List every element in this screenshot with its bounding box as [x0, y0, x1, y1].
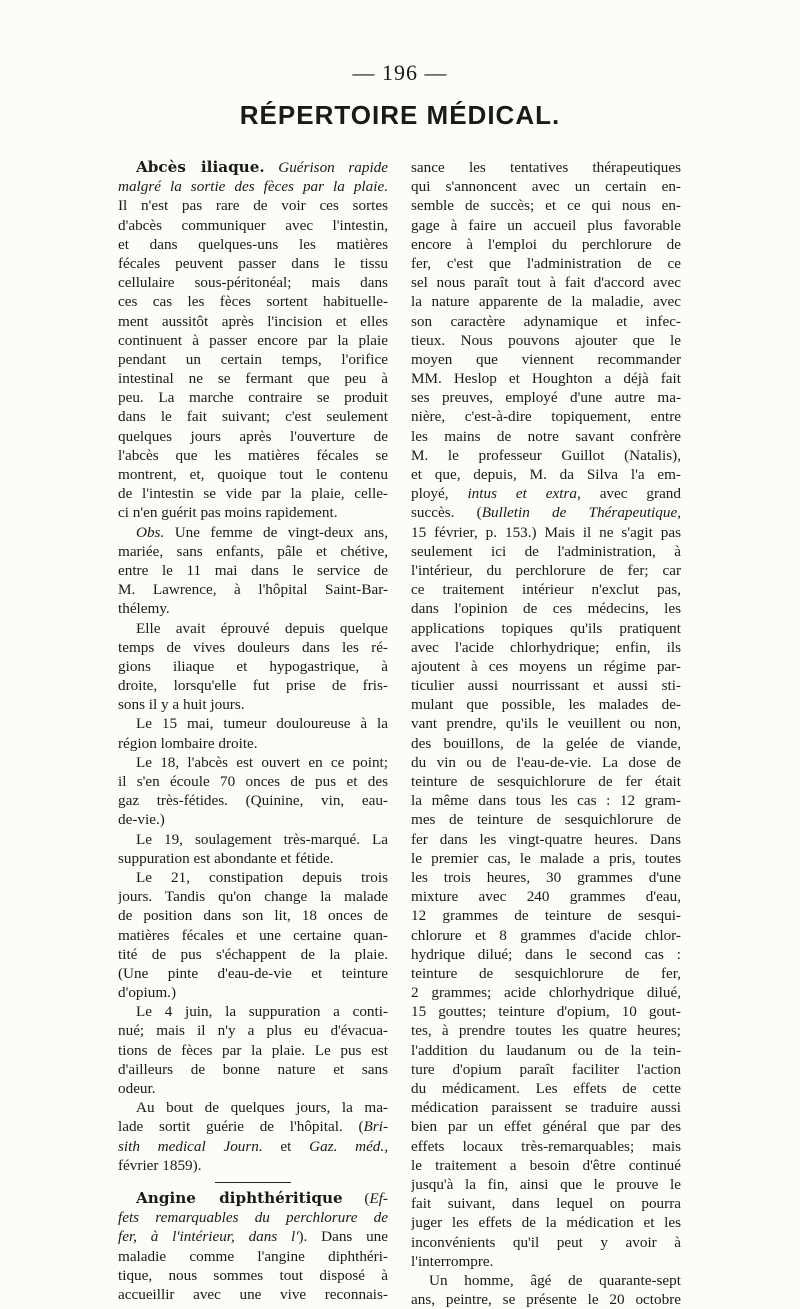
- body-text: vant prendre, qu'ils le veuillent ou non,: [411, 715, 681, 733]
- body-text: fer dans les vingt-quatre heures. Dans: [411, 830, 681, 848]
- article-heading: Angine diphthéritique: [136, 1188, 343, 1207]
- body-text: la même dans tous les cas : 12 gram-: [411, 792, 681, 810]
- text-line: [118, 849, 388, 868]
- body-text: maladie comme l'angine diphthéri-: [118, 1247, 388, 1265]
- body-text: jusqu'à la fin, ainsi que le prouve le: [411, 1175, 681, 1193]
- body-text: ployé,: [411, 485, 468, 503]
- body-text: sel nous paraît tout à fait d'accord avec: [411, 274, 681, 292]
- text-line: [411, 1079, 681, 1098]
- text-line: [118, 1021, 388, 1040]
- text-line: [118, 657, 388, 676]
- body-text: Le 19, soulagement très-marqué. La: [136, 830, 388, 848]
- text-line: [118, 791, 388, 810]
- body-text: (Une pinte d'eau-de-vie et teinture: [118, 964, 388, 982]
- text-line: [118, 772, 388, 791]
- body-text: mixture avec 240 grammes d'eau,: [411, 888, 681, 906]
- body-text: fer, c'est que l'administration de ce: [411, 254, 681, 272]
- body-text: Le 4 juin, la suppuration a conti-: [136, 1003, 388, 1021]
- italic-text: intus et extra,: [467, 485, 581, 503]
- text-line: [411, 926, 681, 945]
- body-text: l'addition du laudanum ou de la tein-: [411, 1041, 681, 1059]
- text-line: [118, 177, 388, 196]
- body-text: 15 février, p. 153.) Mais il ne s'agit pas: [411, 523, 681, 541]
- text-line: [411, 446, 681, 465]
- body-text: hydrique dilué; dans le second cas :: [411, 945, 681, 963]
- text-line: [411, 580, 681, 599]
- body-text: des bouillons, de la gelée de viande,: [411, 734, 681, 752]
- body-text: montrent, et, quoique tout le contenu: [118, 466, 388, 483]
- body-text: fait suivant, dans lequel on pourra: [411, 1195, 681, 1213]
- body-text: et dans quelques-uns les matières: [118, 235, 388, 253]
- text-line: [411, 1156, 681, 1175]
- text-line: [118, 906, 388, 925]
- body-text: Le 15 mai, tumeur douloureuse à la: [136, 715, 388, 733]
- body-text: Il n'est pas rare de voir ces sortes: [118, 197, 388, 215]
- text-line: [118, 964, 388, 983]
- body-text: fécales peuvent passer dans le tissu: [118, 254, 388, 272]
- text-line: [118, 196, 388, 215]
- italic-text: Obs.: [136, 523, 165, 541]
- text-line: [118, 676, 388, 695]
- body-text: ses preuves, employé d'une autre ma-: [411, 389, 681, 407]
- body-text: gage à faire un accueil plus favorable: [411, 216, 681, 234]
- body-text: son caractère adynamique et infec-: [411, 312, 681, 330]
- italic-text: fets remarquables du perchlorure de: [118, 1209, 388, 1227]
- text-line: [411, 158, 681, 177]
- body-text: avec l'acide chlorhydrique; enfin, ils: [411, 638, 681, 656]
- text-line: [118, 810, 388, 829]
- text-line: [411, 1041, 681, 1060]
- body-text: semble de succès; et ce qui nous en-: [411, 197, 681, 215]
- body-text: quelques jours après l'ouverture de: [118, 427, 388, 445]
- body-text: [265, 159, 279, 176]
- text-line: [118, 1079, 388, 1098]
- body-text: les trois heures, 30 grammes d'une: [411, 868, 681, 886]
- body-text: qui s'annoncent avec un certain en-: [411, 178, 681, 196]
- text-line: [118, 1189, 388, 1208]
- text-line: [411, 638, 681, 657]
- text-line: [118, 254, 388, 273]
- italic-text: Bulletin de Thérapeutique,: [481, 504, 681, 522]
- page-number: — 196 —: [352, 60, 448, 85]
- text-line: [411, 196, 681, 215]
- body-text: intestinal ne se fermant que peu à: [118, 370, 388, 388]
- body-text: ajoutent à ces moyens un régime par-: [411, 657, 681, 675]
- text-line: [411, 1233, 681, 1252]
- text-line: [118, 561, 388, 580]
- text-line: [118, 945, 388, 964]
- body-text: tité de pus s'échappent de la plaie.: [118, 945, 388, 963]
- text-line: [411, 427, 681, 446]
- body-text: tions de fèces par la plaie. Le pus est: [118, 1041, 388, 1059]
- text-line: [118, 1137, 388, 1156]
- text-line: [118, 1247, 388, 1266]
- text-line: [118, 542, 388, 561]
- text-line: [411, 753, 681, 772]
- body-text: ture d'opium paraît faciliter l'action: [411, 1060, 681, 1078]
- text-line: [411, 695, 681, 714]
- text-line: [411, 350, 681, 369]
- text-line: [411, 331, 681, 350]
- body-text: suppuration est abondante et fétide.: [118, 849, 334, 867]
- body-text: applications topiques qu'ils pratiquent: [411, 619, 681, 637]
- text-line: [411, 542, 681, 561]
- text-line: [411, 599, 681, 618]
- text-line: [411, 369, 681, 388]
- body-text: le premier cas, le malade a pris, toutes: [411, 849, 681, 867]
- text-line: [411, 1098, 681, 1117]
- text-line: [411, 216, 681, 235]
- text-line: [118, 1117, 388, 1136]
- body-text: l'abcès que les matières fécales se: [118, 446, 388, 464]
- body-text: effets locaux très-remarquables; mais: [411, 1137, 681, 1155]
- body-text: lade sortit guérie de l'hôpital. (: [118, 1118, 364, 1136]
- text-line: [411, 676, 681, 695]
- text-line: [411, 312, 681, 331]
- body-text: ci n'en guérit pas moins rapidement.: [118, 504, 338, 522]
- text-line: [118, 1060, 388, 1079]
- text-line: [118, 484, 388, 503]
- text-line: [411, 1252, 681, 1271]
- text-line: [411, 734, 681, 753]
- body-text: ). Dans une: [298, 1228, 388, 1246]
- body-text: et que, depuis, M. da Silva l'a em-: [411, 466, 681, 483]
- text-line: [411, 561, 681, 580]
- text-line: [118, 695, 388, 714]
- text-line: [411, 868, 681, 887]
- body-text: d'ailleurs de bonne nature et sans: [118, 1060, 388, 1078]
- body-text: il s'en écoule 70 onces de pus et des: [118, 773, 388, 790]
- text-line: [411, 945, 681, 964]
- text-line: [118, 1002, 388, 1021]
- text-line: [118, 580, 388, 599]
- body-text: bien par un effet général que par des: [411, 1118, 681, 1136]
- body-text: ticulier aussi nourrissant et aussi sti-: [411, 677, 681, 695]
- body-text: dans le fait suivant; c'est seulement: [118, 408, 388, 426]
- body-text: tes, à prendre toutes les quatre heures;: [411, 1022, 681, 1040]
- text-line: [118, 350, 388, 369]
- text-line: [118, 292, 388, 311]
- body-text: inconvénients qu'il peut y avoir à: [411, 1233, 681, 1251]
- body-text: avec grand: [580, 485, 681, 503]
- body-text: accueillir avec une vive reconnais-: [118, 1285, 388, 1303]
- body-text: sance les tentatives thérapeutiques: [411, 159, 681, 176]
- body-text: ces cas les fèces sortent habituelle-: [118, 293, 388, 311]
- body-text: d'opium.): [118, 984, 176, 1002]
- body-text: l'interrompre.: [411, 1252, 494, 1270]
- body-text: sons il y a huit jours.: [118, 696, 245, 714]
- body-text: odeur.: [118, 1080, 156, 1097]
- text-line: [411, 273, 681, 292]
- text-line: [411, 714, 681, 733]
- body-text: continuent à passer encore par la plaie: [118, 331, 388, 349]
- body-text: temps de vives douleurs dans les ré-: [118, 638, 388, 656]
- text-line: [411, 1271, 681, 1290]
- body-text: pendant un certain temps, l'orifice: [118, 350, 388, 368]
- text-line: [118, 599, 388, 618]
- text-line: [118, 331, 388, 350]
- text-line: [118, 427, 388, 446]
- article-heading: Abcès iliaque.: [136, 158, 265, 176]
- text-line: [411, 1175, 681, 1194]
- body-text: moyen que viennent recommander: [411, 350, 681, 368]
- section-divider: [215, 1182, 291, 1183]
- body-text: mariée, sans enfants, pâle et chétive,: [118, 542, 388, 560]
- body-text: jours. Tandis qu'on change la malade: [118, 888, 388, 906]
- right-column: [411, 158, 681, 1309]
- body-text: le traitement a besoin d'être continué: [411, 1156, 681, 1174]
- text-line: [118, 446, 388, 465]
- text-line: [411, 1117, 681, 1136]
- body-text: de position dans son lit, 18 onces de: [118, 907, 388, 925]
- text-line: [411, 1290, 681, 1309]
- text-line: [118, 369, 388, 388]
- text-line: [411, 292, 681, 311]
- body-text: 15 gouttes; teinture d'opium, 10 gout-: [411, 1003, 681, 1021]
- text-line: [411, 254, 681, 273]
- text-line: [118, 1156, 388, 1175]
- text-line: [411, 1060, 681, 1079]
- body-text: droite, lorsqu'elle fut prise de fris-: [118, 677, 388, 695]
- body-text: dans l'opinion de ces médecins, les: [411, 600, 681, 618]
- body-text: du médicament. Les effets de cette: [411, 1080, 681, 1097]
- text-line: [118, 523, 388, 542]
- body-text: nière, c'est-à-dire topiquement, entre: [411, 408, 681, 426]
- text-line: [411, 503, 681, 522]
- body-text: du vin ou de l'eau-de-vie. La dose de: [411, 753, 681, 771]
- italic-text: malgré la sortie des fèces par la plaie.: [118, 178, 388, 196]
- body-text: cellulaire sous-péritonéal; mais dans: [118, 274, 388, 292]
- text-line: [118, 503, 388, 522]
- text-line: [411, 887, 681, 906]
- text-line: [118, 465, 388, 484]
- body-text: la nature apparente de la maladie, avec: [411, 293, 681, 311]
- text-line: [411, 177, 681, 196]
- text-line: [118, 407, 388, 426]
- body-text: juger les effets de la médication et les: [411, 1214, 681, 1232]
- body-text: succès. (: [411, 504, 482, 522]
- italic-text: Bri-: [363, 1118, 388, 1136]
- text-line: [411, 1002, 681, 1021]
- text-line: [411, 388, 681, 407]
- body-text: 2 grammes; acide chlorhydrique dilué,: [411, 984, 681, 1002]
- text-line: [118, 158, 388, 177]
- text-line: [411, 964, 681, 983]
- body-text: ans, peintre, se présente le 20 octobre: [411, 1291, 681, 1309]
- text-line: [118, 734, 388, 753]
- body-text: ce traitement intérieur n'exclut pas,: [411, 581, 681, 599]
- text-line: [118, 1041, 388, 1060]
- body-text: chlorure et 8 grammes d'acide chlor-: [411, 926, 681, 944]
- italic-text: sith medical Journ.: [118, 1137, 263, 1155]
- body-text: février 1859).: [118, 1156, 202, 1174]
- body-text: et: [262, 1137, 310, 1155]
- body-text: M. le professeur Guillot (Natalis),: [411, 446, 681, 464]
- body-text: matières fécales et une certaine quan-: [118, 926, 388, 944]
- text-line: [118, 312, 388, 331]
- text-line: [118, 1266, 388, 1285]
- text-line: [411, 830, 681, 849]
- text-line: [118, 273, 388, 292]
- body-text: Elle avait éprouvé depuis quelque: [136, 619, 388, 637]
- text-line: [118, 830, 388, 849]
- text-line: [118, 887, 388, 906]
- italic-text: Gaz. méd.,: [309, 1137, 388, 1155]
- body-text: ment aussitôt après l'incision et elles: [118, 312, 388, 330]
- body-text: peu. La marche contraire se produit: [118, 389, 388, 407]
- text-line: [118, 216, 388, 235]
- text-line: [118, 868, 388, 887]
- text-line: [118, 753, 388, 772]
- body-text: mulant que possible, les malades de-: [411, 696, 681, 714]
- text-line: [411, 484, 681, 503]
- body-text: mes de teinture de sesquichlorure de: [411, 811, 681, 829]
- text-line: [118, 235, 388, 254]
- text-line: [411, 906, 681, 925]
- text-line: [411, 657, 681, 676]
- text-line: [411, 465, 681, 484]
- body-text: MM. Heslop et Houghton a déjà fait: [411, 370, 681, 388]
- body-text: Le 21, constipation depuis trois: [136, 868, 388, 886]
- body-text: médication paraissent se traduire aussi: [411, 1099, 681, 1117]
- text-line: [411, 849, 681, 868]
- body-text: thélemy.: [118, 600, 170, 618]
- body-text: Une femme de vingt-deux ans,: [164, 523, 388, 541]
- text-line: [118, 388, 388, 407]
- body-text: (: [342, 1189, 370, 1207]
- text-line: [118, 619, 388, 638]
- italic-text: Guérison rapide: [278, 159, 388, 176]
- body-text: Un homme, âgé de quarante-sept: [429, 1271, 681, 1289]
- body-text: Au bout de quelques jours, la ma-: [136, 1099, 388, 1117]
- page-title: RÉPERTOIRE MÉDICAL.: [239, 100, 561, 130]
- text-line: [118, 983, 388, 1002]
- body-text: l'intérieur, du perchlorure de fer; car: [411, 561, 681, 579]
- left-column: [118, 158, 388, 1304]
- body-text: teinture de sesquichlorure de fer,: [411, 964, 681, 982]
- body-text: tique, nous sommes tout disposé à: [118, 1266, 388, 1284]
- text-line: [411, 810, 681, 829]
- body-text: gaz très-fétides. (Quinine, vin, eau-: [118, 792, 388, 810]
- text-line: [411, 235, 681, 254]
- text-line: [411, 983, 681, 1002]
- body-text: d'abcès communiquer avec l'intestin,: [118, 216, 388, 234]
- body-text: seulement ici de l'administration, à: [411, 542, 681, 560]
- text-line: [411, 1194, 681, 1213]
- text-line: [118, 714, 388, 733]
- text-line: [411, 407, 681, 426]
- body-text: de l'intestin se vide par la plaie, celle-: [118, 485, 388, 503]
- body-text: de-vie.): [118, 811, 165, 829]
- body-text: les mains de notre savant confrère: [411, 427, 681, 445]
- body-text: 12 grammes de teinture de sesqui-: [411, 907, 681, 925]
- body-text: encore à l'emploi du perchlorure de: [411, 235, 681, 253]
- text-line: [118, 1227, 388, 1246]
- body-text: entre le 11 mai dans le service de: [118, 561, 388, 579]
- body-text: teinture de sesquichlorure de fer était: [411, 773, 681, 790]
- text-line: [411, 1213, 681, 1232]
- body-text: M. Lawrence, à l'hôpital Saint-Bar-: [118, 581, 388, 599]
- text-line: [118, 638, 388, 657]
- italic-text: fer, à l'intérieur, dans l': [118, 1228, 299, 1246]
- body-text: tieux. Nous pouvons ajouter que le: [411, 331, 681, 349]
- body-text: gions iliaque et hypogastrique, à: [118, 657, 388, 675]
- italic-text: Ef-: [369, 1189, 388, 1207]
- text-line: [411, 772, 681, 791]
- text-line: [118, 1208, 388, 1227]
- text-line: [118, 1098, 388, 1117]
- text-line: [411, 1021, 681, 1040]
- body-text: nué; mais il n'y a plus eu d'évacua-: [118, 1022, 388, 1040]
- body-text: Le 18, l'abcès est ouvert en ce point;: [136, 753, 388, 771]
- text-line: [411, 1137, 681, 1156]
- text-line: [118, 1285, 388, 1304]
- text-line: [411, 523, 681, 542]
- text-line: [411, 619, 681, 638]
- text-line: [118, 926, 388, 945]
- body-text: région lombaire droite.: [118, 734, 258, 752]
- text-line: [411, 791, 681, 810]
